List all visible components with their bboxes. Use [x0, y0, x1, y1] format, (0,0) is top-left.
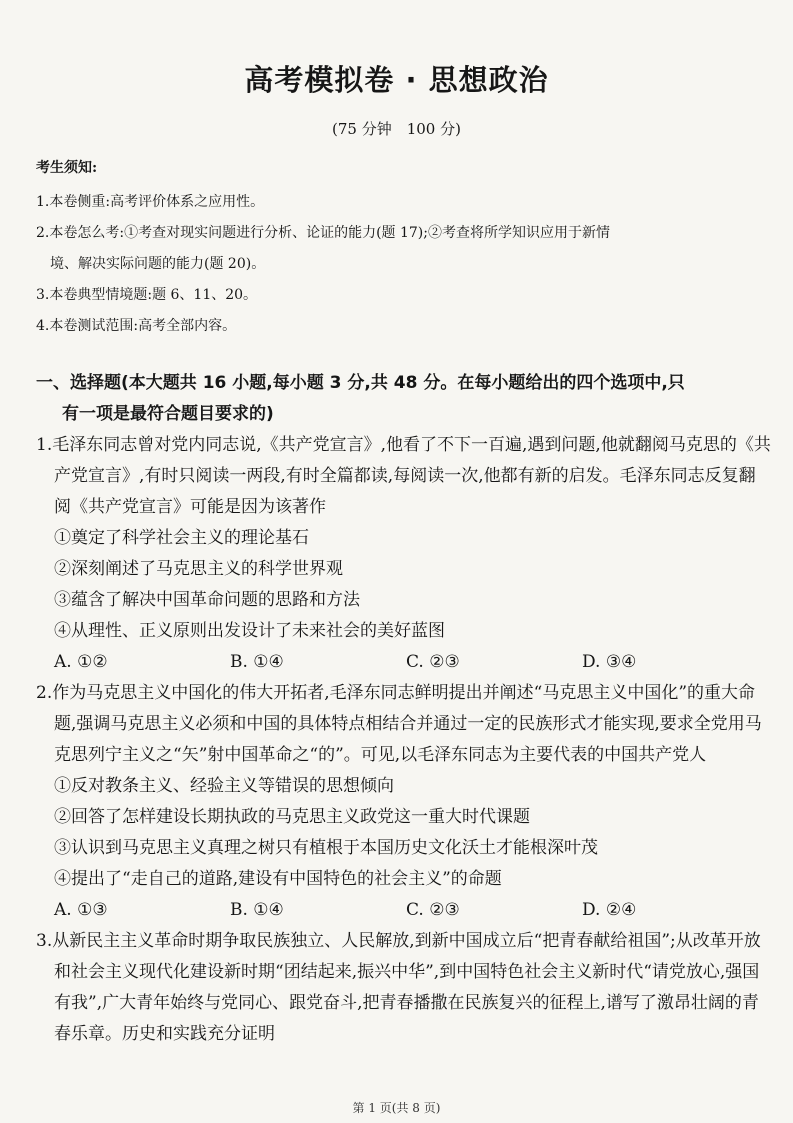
statement: ②深刻阐述了马克思主义的科学世界观 — [54, 559, 343, 579]
notice-item: 境、解决实际问题的能力(题 20)。 — [50, 256, 266, 272]
question-stem: 1.毛泽东同志曾对党内同志说,《共产党宣言》,他看了不下一百遍,遇到问题,他就翻阅马克思的《共产党宣言》,有时只阅读一两段,有时全篇都读,每阅读一次,他都有新的启发。毛泽东同志反复翻阅《共产党宣言》可能是因为该著作 — [36, 435, 771, 517]
statement: ④从理性、正义原则出发设计了未来社会的美好蓝图 — [54, 621, 445, 641]
statement: ②回答了怎样建设长期执政的马克思主义政党这一重大时代课题 — [54, 807, 530, 827]
statement: ③认识到马克思主义真理之树只有植根于本国历史文化沃土才能根深叶茂 — [54, 838, 598, 858]
candidate-notice — [36, 157, 766, 342]
page-number: 第 1 页(共 8 页) — [352, 1101, 441, 1115]
statement: ①反对教条主义、经验主义等错误的思想倾向 — [54, 776, 394, 796]
section-heading-line: 有一项是最符合题目要求的) — [62, 404, 274, 424]
notice-heading: 考生须知: — [36, 160, 98, 176]
question-1 — [36, 430, 771, 678]
option-d: D. ③④ — [582, 652, 637, 672]
answer-options — [36, 895, 771, 926]
statement: ③蕴含了解决中国革命问题的思路和方法 — [54, 590, 360, 610]
section-heading — [36, 368, 771, 430]
notice-item: 2.本卷怎么考:①考查对现实问题进行分析、论证的能力(题 17);②考查将所学知识应用于新情 — [36, 225, 610, 241]
question-stem: 3.从新民主主义革命时期争取民族独立、人民解放,到新中国成立后“把青春献给祖国”;从改革开放和社会主义现代化建设新时期“团结起来,振兴中华”,到中国特色社会主义新时代“请党放心,强国有我”,广大青年始终与党同心、跟党奋斗,把青春播撒在民族复兴的征程上,谱写了激昂壮阔的青春乐章。历史和实践充分证明 — [36, 931, 761, 1044]
option-b: B. ①④ — [230, 900, 284, 920]
option-a: A. ①② — [54, 652, 108, 672]
multiple-choice-section — [36, 368, 771, 1050]
option-c: C. ②③ — [406, 652, 460, 672]
question-3 — [36, 926, 771, 1050]
answer-options — [36, 647, 771, 678]
option-c: C. ②③ — [406, 900, 460, 920]
notice-item: 1.本卷侧重:高考评价体系之应用性。 — [36, 194, 265, 210]
option-a: A. ①③ — [54, 900, 108, 920]
option-d: D. ②④ — [582, 900, 637, 920]
statement: ④提出了“走自己的道路,建设有中国特色的社会主义”的命题 — [54, 869, 502, 889]
question-2 — [36, 678, 771, 926]
question-stem: 2.作为马克思主义中国化的伟大开拓者,毛泽东同志鲜明提出并阐述“马克思主义中国化”的重大命题,强调马克思主义必须和中国的具体特点相结合并通过一定的民族形式才能实现,要求全党用马克思列宁主义之“矢”射中国革命之“的”。可见,以毛泽东同志为主要代表的中国共产党人 — [36, 683, 762, 765]
section-heading-line: 一、选择题(本大题共 16 小题,每小题 3 分,共 48 分。在每小题给出的四个选项中,只 — [36, 373, 685, 393]
notice-item: 3.本卷典型情境题:题 6、11、20。 — [36, 287, 258, 303]
page-title: 高考模拟卷 · 思想政治 — [244, 63, 549, 97]
option-b: B. ①④ — [230, 652, 284, 672]
statement: ①奠定了科学社会主义的理论基石 — [54, 528, 309, 548]
notice-item: 4.本卷测试范围:高考全部内容。 — [36, 318, 237, 334]
exam-duration-score: (75 分钟 100 分) — [332, 120, 461, 138]
